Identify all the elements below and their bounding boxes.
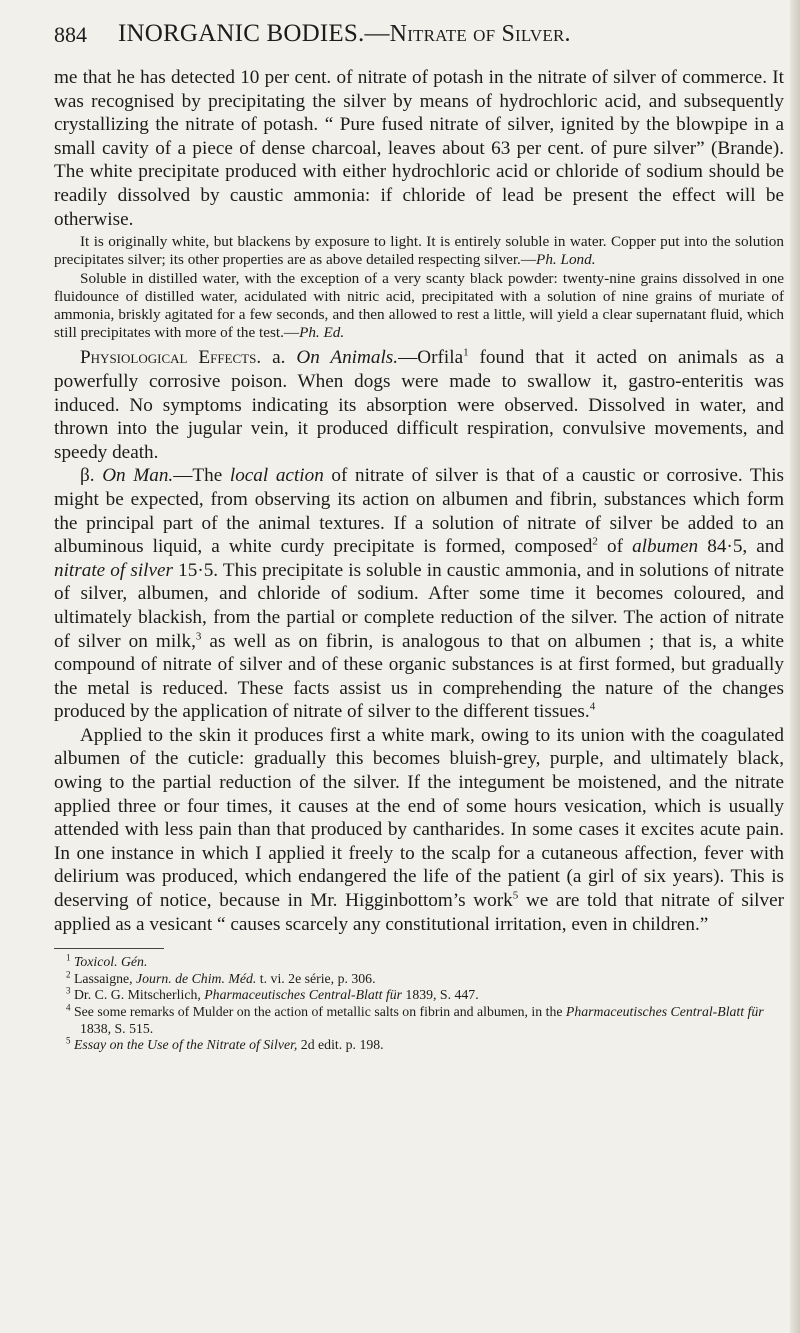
footnote-text: t. vi. 2e série, p. 306. [256,970,376,986]
skin-text-1: Applied to the skin it produces first a white mark, owing to its union with the coagulated albumen of the cuticle: gradually this becomes bluish-grey, purple, and ultimately black, owing to the partial reduction of the silver. If the integument be moistened, and the nitrate applied three or four times, it causes at the end of some hours vesication, which is usually attended with less pain than that produced by cantharides. In some cases it excites acute pain. In one instance in which I applied it freely to the scalp for a cutaneous affection, fever with delirium was produced, which endangered the life of the patient (a girl of six years). This is deserving of notice, because in Mr. Higginbottom’s work [54,724,784,912]
running-title-sub: Nitrate of Silver. [389,21,571,47]
footnote-number: 3 [66,985,71,996]
footnote-ref-4: 4 [589,700,596,713]
footnote-2 [54,971,784,988]
footnote-text: 1838, S. 515. [80,1020,154,1036]
footnote-text: 1839, S. 447. [401,987,479,1003]
running-title [118,20,571,48]
man-text-3: of [597,536,633,558]
alpha-marker: a. [272,347,286,369]
man-text-2: of nitrate of silver is that of a caustic or corrosive. This might be expected, from observing its action on albumen and fibrin, substances which form the principal part of the animal textures. If a solution of nitrate of silver be added to an albuminous liquid, a white curdy precipitate is formed, composed [54,465,785,558]
running-header [54,22,784,66]
book-page [54,22,784,1054]
footnote-title: Pharmaceutisches Central-Blatt für [204,987,402,1003]
footnote-number: 4 [66,1002,71,1013]
beta-marker: β. [80,465,95,487]
edinburgh-note-text: Soluble in distilled water, with the exception of a very scanty black powder: twenty-nine grains dissolved in one fluidounce of distilled water, acidulated with nitric acid, precipitated with a solution of nine grains of muriate of ammonia, briskly agitated for a few seconds, and then allowed to rest a little, will yield a clear supernatant fluid, which still precipitates with more of the test.— [54,269,784,342]
footnote-number: 2 [66,969,71,980]
page-number: 884 [54,22,87,47]
man-text-1: —The [173,465,230,487]
section-heading: Physiological Effects. [80,347,262,369]
pharmacopoeia-edinburgh-note [54,270,784,343]
footnote-text: 2d edit. p. 198. [297,1037,384,1053]
subheading-animals: On Animals. [296,347,399,369]
footnote-number: 5 [66,1035,71,1046]
footnote-ref-5: 5 [512,889,519,902]
footnote-text: Dr. C. G. Mitscherlich, [73,987,205,1003]
london-note-text: It is originally white, but blackens by exposure to light. It is entirely soluble in water. Copper put into the solution precipitates silver; its other properties are as above detailed respecting silver.— [54,233,784,269]
footnote-text: Lassaigne, [73,970,137,986]
footnote-text: See some remarks of Mulder on the action of metallic salts on fibrin and albumen, in the [73,1004,566,1019]
man-text-4: 84·5, and [698,536,784,558]
edinburgh-note-cite: Ph. Ed. [299,324,345,342]
term-local-action: local action [229,465,324,487]
footnote-title: Toxicol. Gén. [73,954,148,970]
footnote-4 [54,1004,784,1037]
term-albumen: albumen [632,536,699,558]
animals-text: found that it acted on animals as a powerfully corrosive poison. When dogs were made to swallow it, gastro-enteritis was induced. No symptoms indicating its absorption were observed. Dissolved in water, and thrown into the jugular vein, it produced difficult respiration, convulsive movements, and speedy death. [54,347,785,463]
subheading-man: On Man. [102,465,174,487]
footnote-title: Journ. de Chim. Méd. [136,970,257,986]
skin-text-2: we are told that nitrate of silver applied as a vesicant “ causes scarcely any constitutional irritation, even in children.” [54,890,784,935]
animals-text-start: —Orfila [398,347,464,369]
footnote-3 [54,987,784,1004]
running-title-main: INORGANIC BODIES.— [118,20,390,47]
footnote-number: 1 [66,952,71,963]
footnote-divider [54,948,164,949]
footnote-ref-1: 1 [463,346,469,359]
footnotes [54,954,784,1054]
paragraph-applied-to-skin [54,724,784,936]
footnote-title: Essay on the Use of the Nitrate of Silver, [73,1037,298,1053]
man-text-6: as well as on fibrin, is analogous to that on albumen ; that is, a white compound of nitrate of silver and of these organic substances is at first formed, but gradually the metal is reduced. These facts assist us in comprehending the nature of the changes produced by the application of nitrate of silver to the different tissues. [54,630,784,723]
term-nitrate-of-silver: nitrate of silver [54,559,173,581]
paragraph-on-man [54,464,784,724]
paragraph-physiological-effects [54,346,784,464]
footnote-ref-3: 3 [195,630,202,643]
london-note-cite: Ph. Lond. [536,251,596,269]
footnote-ref-2: 2 [592,535,598,548]
footnote-1 [54,954,784,971]
pharmacopoeia-london-note [54,233,784,269]
footnote-title: Pharmaceutisches Central-Blatt für [565,1004,764,1019]
page-spine-shadow [790,0,800,1333]
man-text-5: 15·5. This precipitate is soluble in caustic ammonia, and in solutions of nitrate of silver, albumen, and chloride of sodium. After some time it becomes coloured, and ultimately blackish, from the partial or complete reduction of the silver. The action of nitrate of silver on milk, [54,559,784,652]
paragraph-impurities: me that he has detected 10 per cent. of nitrate of potash in the nitrate of silver of commerce. It was recognised by precipitating the silver by means of hydrochloric acid, and subsequently crystallizing the nitrate of potash. “ Pure fused nitrate of silver, ignited by the blowpipe in a small cavity of a piece of dense charcoal, leaves about 63 per cent. of pure silver” (Brande). The white precipitate produced with either hydrochloric acid or chloride of sodium should be readily dissolved by caustic ammonia: if chloride of lead be present the effect will be otherwise. [54,67,784,230]
footnote-5 [54,1037,784,1054]
